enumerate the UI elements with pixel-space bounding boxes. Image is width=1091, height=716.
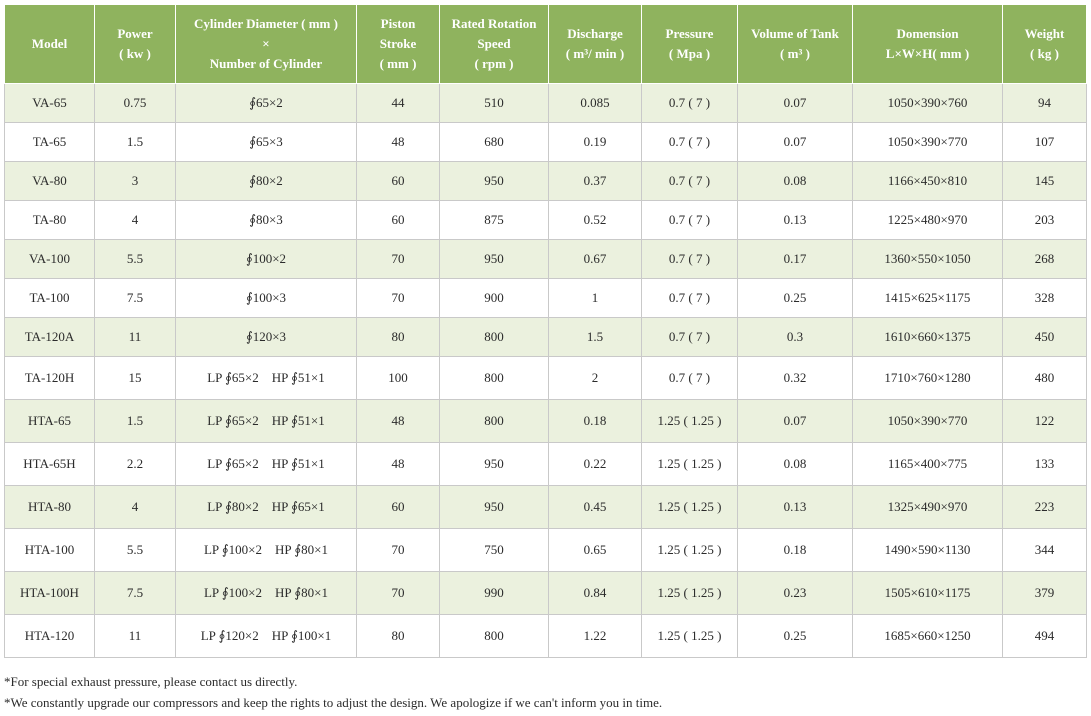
header-line: L×W×H( mm ) bbox=[885, 46, 970, 61]
header-line: Rated Rotation bbox=[451, 16, 537, 31]
cell-speed: 990 bbox=[440, 572, 549, 615]
cell-speed: 800 bbox=[440, 615, 549, 658]
table-header-row bbox=[5, 5, 1087, 84]
footnote-design-rights: *We constantly upgrade our compressors and keep the rights to adjust the design. We apologize if we can't inform you in time. bbox=[4, 695, 663, 710]
header-line: ( mm ) bbox=[379, 56, 417, 71]
column-header-stroke bbox=[357, 5, 440, 84]
header-line: Volume of Tank bbox=[751, 26, 839, 41]
header-line: Cylinder Diameter ( mm ) bbox=[194, 16, 338, 31]
cell-model: TA-80 bbox=[5, 201, 95, 240]
cell-dimension: 1225×480×970 bbox=[853, 201, 1003, 240]
cell-discharge: 0.45 bbox=[549, 486, 642, 529]
cell-cylinder: LP ∮100×2 HP ∮80×1 bbox=[176, 572, 357, 615]
column-header-discharge bbox=[549, 5, 642, 84]
cell-cylinder: LP ∮100×2 HP ∮80×1 bbox=[176, 529, 357, 572]
table-row bbox=[5, 529, 1087, 572]
table-body bbox=[5, 84, 1087, 658]
cell-cylinder: LP ∮80×2 HP ∮65×1 bbox=[176, 486, 357, 529]
cell-tank-volume: 0.32 bbox=[738, 357, 853, 400]
header-line: Model bbox=[31, 36, 68, 51]
table-row bbox=[5, 318, 1087, 357]
cell-dimension: 1360×550×1050 bbox=[853, 240, 1003, 279]
cell-discharge: 0.22 bbox=[549, 443, 642, 486]
footnote-exhaust-pressure: *For special exhaust pressure, please contact us directly. bbox=[4, 674, 298, 689]
cell-pressure: 1.25 ( 1.25 ) bbox=[642, 400, 738, 443]
cell-tank-volume: 0.13 bbox=[738, 486, 853, 529]
cell-tank-volume: 0.07 bbox=[738, 123, 853, 162]
cell-weight: 328 bbox=[1003, 279, 1087, 318]
cell-stroke: 60 bbox=[357, 162, 440, 201]
cell-dimension: 1505×610×1175 bbox=[853, 572, 1003, 615]
cell-stroke: 48 bbox=[357, 443, 440, 486]
cell-pressure: 0.7 ( 7 ) bbox=[642, 279, 738, 318]
cell-speed: 950 bbox=[440, 486, 549, 529]
cell-weight: 122 bbox=[1003, 400, 1087, 443]
column-header-model bbox=[5, 5, 95, 84]
cell-weight: 223 bbox=[1003, 486, 1087, 529]
cell-power: 5.5 bbox=[95, 240, 176, 279]
cell-model: HTA-100H bbox=[5, 572, 95, 615]
cell-weight: 379 bbox=[1003, 572, 1087, 615]
column-header-speed bbox=[440, 5, 549, 84]
header-line: Speed bbox=[477, 36, 511, 51]
compressor-spec-table bbox=[4, 4, 1087, 658]
table-row bbox=[5, 279, 1087, 318]
cell-tank-volume: 0.13 bbox=[738, 201, 853, 240]
cell-weight: 450 bbox=[1003, 318, 1087, 357]
cell-weight: 133 bbox=[1003, 443, 1087, 486]
cell-weight: 94 bbox=[1003, 84, 1087, 123]
cell-pressure: 1.25 ( 1.25 ) bbox=[642, 486, 738, 529]
cell-pressure: 0.7 ( 7 ) bbox=[642, 240, 738, 279]
cell-power: 5.5 bbox=[95, 529, 176, 572]
table-row bbox=[5, 240, 1087, 279]
cell-weight: 268 bbox=[1003, 240, 1087, 279]
cell-model: TA-120H bbox=[5, 357, 95, 400]
cell-stroke: 48 bbox=[357, 400, 440, 443]
cell-tank-volume: 0.07 bbox=[738, 400, 853, 443]
cell-pressure: 0.7 ( 7 ) bbox=[642, 201, 738, 240]
cell-cylinder: ∮65×2 bbox=[176, 84, 357, 123]
table-row bbox=[5, 443, 1087, 486]
cell-discharge: 0.19 bbox=[549, 123, 642, 162]
cell-power: 1.5 bbox=[95, 400, 176, 443]
cell-speed: 800 bbox=[440, 318, 549, 357]
table-row bbox=[5, 357, 1087, 400]
header-line: ( Mpa ) bbox=[668, 46, 711, 61]
cell-model: HTA-100 bbox=[5, 529, 95, 572]
cell-weight: 480 bbox=[1003, 357, 1087, 400]
cell-dimension: 1685×660×1250 bbox=[853, 615, 1003, 658]
cell-discharge: 0.65 bbox=[549, 529, 642, 572]
cell-stroke: 70 bbox=[357, 529, 440, 572]
cell-pressure: 0.7 ( 7 ) bbox=[642, 123, 738, 162]
column-header-power bbox=[95, 5, 176, 84]
cell-speed: 950 bbox=[440, 240, 549, 279]
cell-tank-volume: 0.3 bbox=[738, 318, 853, 357]
cell-speed: 800 bbox=[440, 357, 549, 400]
cell-stroke: 44 bbox=[357, 84, 440, 123]
table-row bbox=[5, 572, 1087, 615]
cell-weight: 145 bbox=[1003, 162, 1087, 201]
cell-dimension: 1610×660×1375 bbox=[853, 318, 1003, 357]
header-line: ( kw ) bbox=[119, 46, 151, 61]
cell-discharge: 0.84 bbox=[549, 572, 642, 615]
cell-cylinder: LP ∮120×2 HP ∮100×1 bbox=[176, 615, 357, 658]
cell-power: 4 bbox=[95, 486, 176, 529]
table-row bbox=[5, 84, 1087, 123]
cell-model: TA-120A bbox=[5, 318, 95, 357]
cell-cylinder: LP ∮65×2 HP ∮51×1 bbox=[176, 357, 357, 400]
cell-dimension: 1050×390×770 bbox=[853, 400, 1003, 443]
cell-weight: 107 bbox=[1003, 123, 1087, 162]
cell-stroke: 60 bbox=[357, 486, 440, 529]
table-row bbox=[5, 400, 1087, 443]
cell-speed: 900 bbox=[440, 279, 549, 318]
header-line: ( m³ ) bbox=[780, 46, 810, 61]
cell-cylinder: LP ∮65×2 HP ∮51×1 bbox=[176, 443, 357, 486]
table-row bbox=[5, 123, 1087, 162]
cell-power: 0.75 bbox=[95, 84, 176, 123]
cell-weight: 344 bbox=[1003, 529, 1087, 572]
cell-discharge: 1.5 bbox=[549, 318, 642, 357]
cell-power: 7.5 bbox=[95, 572, 176, 615]
cell-cylinder: LP ∮65×2 HP ∮51×1 bbox=[176, 400, 357, 443]
cell-power: 3 bbox=[95, 162, 176, 201]
column-header-weight bbox=[1003, 5, 1087, 84]
header-line: Weight bbox=[1024, 26, 1065, 41]
cell-model: TA-100 bbox=[5, 279, 95, 318]
cell-cylinder: ∮80×3 bbox=[176, 201, 357, 240]
cell-model: VA-65 bbox=[5, 84, 95, 123]
footnotes bbox=[4, 671, 1086, 713]
cell-dimension: 1415×625×1175 bbox=[853, 279, 1003, 318]
cell-model: HTA-80 bbox=[5, 486, 95, 529]
cell-model: VA-80 bbox=[5, 162, 95, 201]
cell-pressure: 1.25 ( 1.25 ) bbox=[642, 615, 738, 658]
cell-tank-volume: 0.17 bbox=[738, 240, 853, 279]
column-header-tank-volume bbox=[738, 5, 853, 84]
cell-stroke: 100 bbox=[357, 357, 440, 400]
header-line: ( rpm ) bbox=[474, 56, 514, 71]
cell-cylinder: ∮100×2 bbox=[176, 240, 357, 279]
table-row bbox=[5, 162, 1087, 201]
cell-tank-volume: 0.07 bbox=[738, 84, 853, 123]
cell-model: HTA-120 bbox=[5, 615, 95, 658]
cell-power: 15 bbox=[95, 357, 176, 400]
cell-pressure: 0.7 ( 7 ) bbox=[642, 318, 738, 357]
cell-tank-volume: 0.25 bbox=[738, 279, 853, 318]
cell-pressure: 0.7 ( 7 ) bbox=[642, 162, 738, 201]
cell-weight: 203 bbox=[1003, 201, 1087, 240]
cell-cylinder: ∮120×3 bbox=[176, 318, 357, 357]
cell-dimension: 1165×400×775 bbox=[853, 443, 1003, 486]
cell-power: 1.5 bbox=[95, 123, 176, 162]
cell-cylinder: ∮100×3 bbox=[176, 279, 357, 318]
header-line: Stroke bbox=[379, 36, 417, 51]
cell-dimension: 1325×490×970 bbox=[853, 486, 1003, 529]
header-line: Power bbox=[117, 26, 153, 41]
cell-speed: 875 bbox=[440, 201, 549, 240]
cell-tank-volume: 0.08 bbox=[738, 443, 853, 486]
cell-dimension: 1050×390×770 bbox=[853, 123, 1003, 162]
cell-model: HTA-65 bbox=[5, 400, 95, 443]
cell-pressure: 0.7 ( 7 ) bbox=[642, 84, 738, 123]
cell-discharge: 0.085 bbox=[549, 84, 642, 123]
cell-stroke: 70 bbox=[357, 240, 440, 279]
cell-discharge: 1.22 bbox=[549, 615, 642, 658]
cell-discharge: 1 bbox=[549, 279, 642, 318]
header-line: Number of Cylinder bbox=[209, 56, 323, 71]
header-line: ( m³/ min ) bbox=[565, 46, 625, 61]
cell-power: 4 bbox=[95, 201, 176, 240]
header-line: Domension bbox=[896, 26, 959, 41]
cell-model: VA-100 bbox=[5, 240, 95, 279]
cell-pressure: 1.25 ( 1.25 ) bbox=[642, 443, 738, 486]
header-line: Discharge bbox=[567, 26, 623, 41]
cell-dimension: 1710×760×1280 bbox=[853, 357, 1003, 400]
cell-weight: 494 bbox=[1003, 615, 1087, 658]
cell-dimension: 1490×590×1130 bbox=[853, 529, 1003, 572]
cell-pressure: 1.25 ( 1.25 ) bbox=[642, 529, 738, 572]
cell-speed: 750 bbox=[440, 529, 549, 572]
cell-model: TA-65 bbox=[5, 123, 95, 162]
header-line: ( kg ) bbox=[1030, 46, 1059, 61]
cell-speed: 950 bbox=[440, 162, 549, 201]
cell-speed: 680 bbox=[440, 123, 549, 162]
cell-stroke: 80 bbox=[357, 318, 440, 357]
table-row bbox=[5, 201, 1087, 240]
cell-discharge: 0.52 bbox=[549, 201, 642, 240]
cell-stroke: 60 bbox=[357, 201, 440, 240]
cell-model: HTA-65H bbox=[5, 443, 95, 486]
table-row bbox=[5, 486, 1087, 529]
table-row bbox=[5, 615, 1087, 658]
header-line: Piston bbox=[380, 16, 416, 31]
cell-pressure: 1.25 ( 1.25 ) bbox=[642, 572, 738, 615]
cell-power: 7.5 bbox=[95, 279, 176, 318]
cell-stroke: 70 bbox=[357, 572, 440, 615]
header-line: × bbox=[262, 36, 270, 51]
cell-dimension: 1166×450×810 bbox=[853, 162, 1003, 201]
cell-discharge: 2 bbox=[549, 357, 642, 400]
cell-stroke: 70 bbox=[357, 279, 440, 318]
cell-power: 11 bbox=[95, 615, 176, 658]
cell-tank-volume: 0.23 bbox=[738, 572, 853, 615]
cell-cylinder: ∮80×2 bbox=[176, 162, 357, 201]
header-line: Pressure bbox=[665, 26, 714, 41]
cell-power: 11 bbox=[95, 318, 176, 357]
cell-speed: 800 bbox=[440, 400, 549, 443]
column-header-pressure bbox=[642, 5, 738, 84]
cell-stroke: 48 bbox=[357, 123, 440, 162]
cell-power: 2.2 bbox=[95, 443, 176, 486]
cell-discharge: 0.67 bbox=[549, 240, 642, 279]
spec-table-container bbox=[4, 4, 1086, 658]
column-header-dimension bbox=[853, 5, 1003, 84]
cell-dimension: 1050×390×760 bbox=[853, 84, 1003, 123]
cell-discharge: 0.37 bbox=[549, 162, 642, 201]
cell-speed: 510 bbox=[440, 84, 549, 123]
column-header-cylinder bbox=[176, 5, 357, 84]
cell-tank-volume: 0.25 bbox=[738, 615, 853, 658]
cell-pressure: 0.7 ( 7 ) bbox=[642, 357, 738, 400]
cell-speed: 950 bbox=[440, 443, 549, 486]
cell-discharge: 0.18 bbox=[549, 400, 642, 443]
cell-tank-volume: 0.08 bbox=[738, 162, 853, 201]
cell-cylinder: ∮65×3 bbox=[176, 123, 357, 162]
cell-stroke: 80 bbox=[357, 615, 440, 658]
cell-tank-volume: 0.18 bbox=[738, 529, 853, 572]
